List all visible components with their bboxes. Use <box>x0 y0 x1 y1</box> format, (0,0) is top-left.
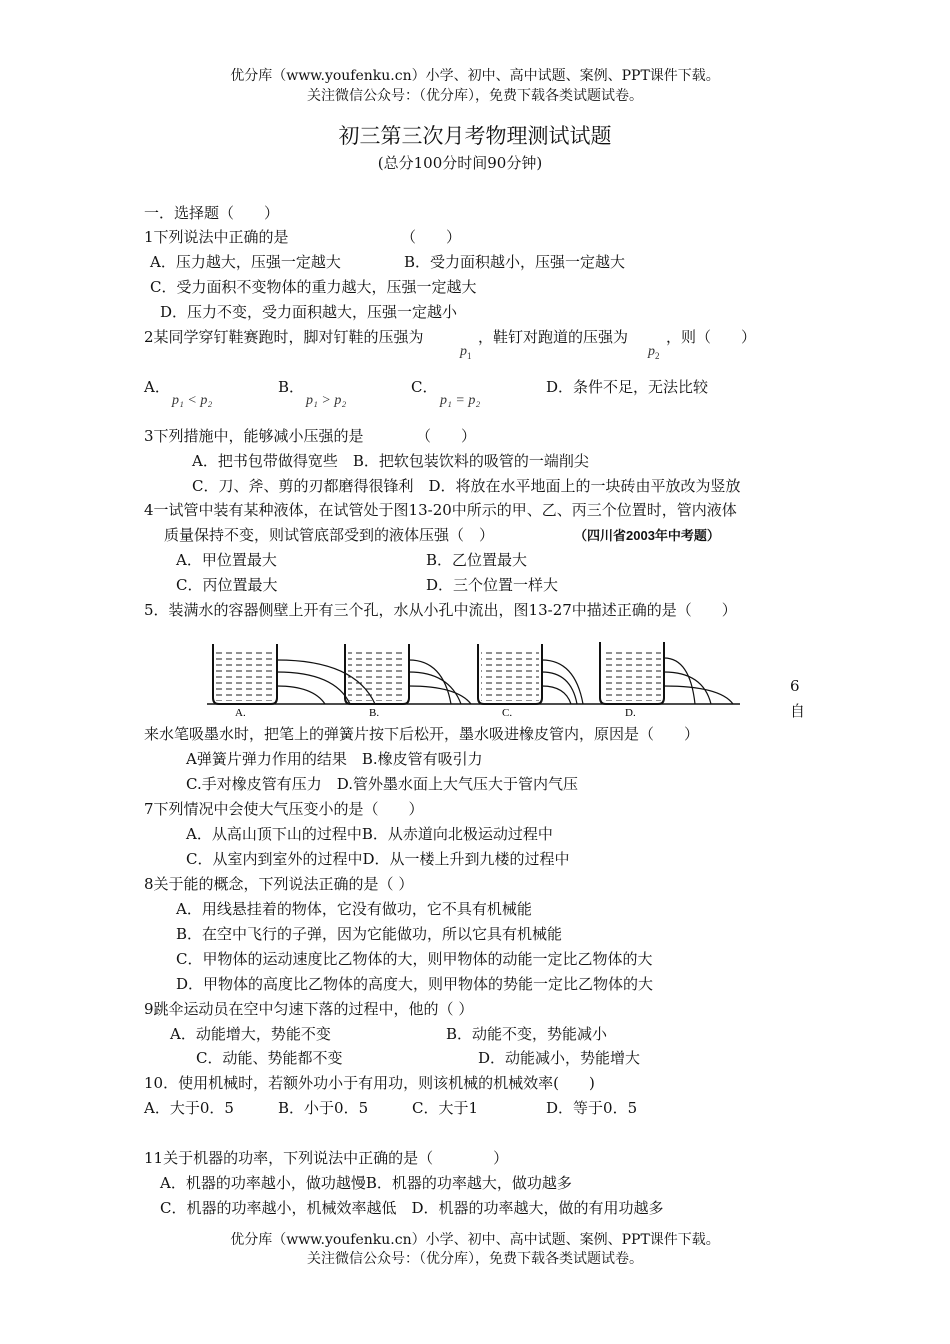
figure-label-d: D. <box>625 707 636 718</box>
q11-options-cd: C．机器的功率越小，机械效率越低 D．机器的功率越大，做的有用功越多 <box>160 1199 664 1217</box>
q2-stem-part2: ，鞋钉对跑道的压强为 <box>478 328 629 346</box>
header-line-1: 优分库（www.youfenku.cn）小学、初中、高中试题、案例、PPT课件下载。 <box>230 68 720 84</box>
q10-option-d: D．等于0．5 <box>546 1099 638 1117</box>
q7-options-ab: A．从高山顶下山的过程中B．从赤道向北极运动过程中 <box>186 825 553 843</box>
q4-stem-line2: 质量保持不变，则试管底部受到的液体压强（ ） <box>164 526 495 544</box>
q9-option-c: C．动能、势能都不变 <box>196 1049 343 1067</box>
q7-stem: 7下列情况中会使大气压变小的是（ ） <box>144 800 424 818</box>
q2-p2-symbol: $p_2$ <box>648 344 660 361</box>
q1-option-c: C．受力面积不变物体的重力越大，压强一定越大 <box>150 278 477 296</box>
q6-stem: 来水笔吸墨水时，把笔上的弹簧片按下后松开，墨水吸进橡皮管内，原因是（ ） <box>144 725 700 743</box>
q6-number: 6 <box>790 677 800 695</box>
q4-option-b: B．乙位置最大 <box>426 551 528 569</box>
q2-option-b-label: B． <box>278 378 305 396</box>
section-heading: 一．选择题（ ） <box>144 204 280 222</box>
q2-p1-symbol: $p_1$ <box>460 344 472 361</box>
q10-option-b: B．小于0．5 <box>278 1099 369 1117</box>
q8-option-b: B．在空中飞行的子弹，因为它能做功，所以它具有机械能 <box>176 925 563 943</box>
q8-option-c: C．甲物体的运动速度比乙物体的大，则甲物体的动能一定比乙物体的大 <box>176 950 653 968</box>
q4-stem-line1: 4一试管中装有某种液体，在试管处于图13-20中所示的甲、乙、丙三个位置时，管内液体 <box>144 501 737 519</box>
footer-line-1: 优分库（www.youfenku.cn）小学、初中、高中试题、案例、PPT课件下载。 <box>230 1232 720 1248</box>
figure-label-b: B. <box>369 707 380 718</box>
q2-option-b-math: p₁ > p₂ <box>306 393 347 408</box>
q2-option-c-math: p₁ = p₂ <box>440 393 481 408</box>
q2-stem-part3: ，则（ ） <box>666 328 757 346</box>
q11-stem: 11关于机器的功率，下列说法中正确的是（ ） <box>144 1149 509 1167</box>
container-d <box>600 642 733 704</box>
q11-options-ab: A．机器的功率越小，做功越慢B．机器的功率越大，做功越多 <box>160 1174 572 1192</box>
q3-options-ab: A．把书包带做得宽些 B．把软包装饮料的吸管的一端削尖 <box>192 452 589 470</box>
page-title: 初三第三次月考物理测试试题 <box>338 124 612 148</box>
q5-figure <box>205 638 745 718</box>
q2-option-a-label: A． <box>144 378 170 396</box>
q10-option-c: C．大于1 <box>412 1099 479 1117</box>
figure-label-c: C. <box>502 707 513 718</box>
q9-stem: 9跳伞运动员在空中匀速下落的过程中，他的（ ） <box>144 1000 474 1018</box>
q2-option-d: D．条件不足，无法比较 <box>546 378 709 396</box>
q1-stem: 1下列说法中正确的是 （ ） <box>144 228 462 246</box>
q1-option-d: D．压力不变，受力面积越大，压强一定越小 <box>160 303 458 321</box>
q3-stem: 3下列措施中，能够减小压强的是 （ ） <box>144 427 477 445</box>
q10-stem: 10．使用机械时，若额外功小于有用功，则该机械的机械效率( ) <box>144 1074 595 1092</box>
q1-option-a: A．压力越大，压强一定越大 <box>150 253 341 271</box>
q8-stem: 8关于能的概念，下列说法正确的是（ ） <box>144 875 414 893</box>
q6-first-char: 自 <box>790 702 806 720</box>
q3-options-cd: C．刀、斧、剪的刃都磨得很锋利 D．将放在水平地面上的一块砖由平放改为竖放 <box>192 477 741 495</box>
q4-option-a: A．甲位置最大 <box>176 551 277 569</box>
footer-line-2: 关注微信公众号：（优分库），免费下载各类试题试卷。 <box>307 1251 643 1267</box>
q8-option-a: A．用线悬挂着的物体，它没有做功，它不具有机械能 <box>176 900 532 918</box>
q10-option-a: A．大于0．5 <box>144 1099 234 1117</box>
q2-option-c-label: C． <box>411 378 438 396</box>
q1-option-b: B．受力面积越小，压强一定越大 <box>404 253 626 271</box>
q9-option-d: D．动能减小，势能增大 <box>478 1049 641 1067</box>
header-line-2: 关注微信公众号：（优分库），免费下载各类试题试卷。 <box>307 88 643 104</box>
q4-option-d: D．三个位置一样大 <box>426 576 559 594</box>
q4-source: （四川省2003年中考题） <box>574 528 720 543</box>
q4-option-c: C．丙位置最大 <box>176 576 278 594</box>
q8-option-d: D．甲物体的高度比乙物体的高度大，则甲物体的势能一定比乙物体的大 <box>176 975 654 993</box>
q2-stem-part1: 2某同学穿钉鞋赛跑时，脚对钉鞋的压强为 <box>144 328 424 346</box>
container-c <box>478 644 583 704</box>
q6-options-cd: C.手对橡皮管有压力 D.管外墨水面上大气压大于管内气压 <box>186 775 578 793</box>
q2-option-a-math: p₁ < p₂ <box>172 393 213 408</box>
container-b <box>345 644 471 704</box>
q6-options-ab: A弹簧片弹力作用的结果 B.橡皮管有吸引力 <box>186 750 483 768</box>
page-subtitle: (总分100分时间90分钟) <box>377 154 543 172</box>
q7-options-cd: C．从室内到室外的过程中D．从一楼上升到九楼的过程中 <box>186 850 570 868</box>
q5-stem: 5．装满水的容器侧壁上开有三个孔，水从小孔中流出，图13-27中描述正确的是（ ） <box>144 601 737 619</box>
q9-option-b: B．动能不变，势能减小 <box>446 1025 608 1043</box>
q9-option-a: A．动能增大，势能不变 <box>170 1025 331 1043</box>
figure-label-a: A. <box>235 707 246 718</box>
